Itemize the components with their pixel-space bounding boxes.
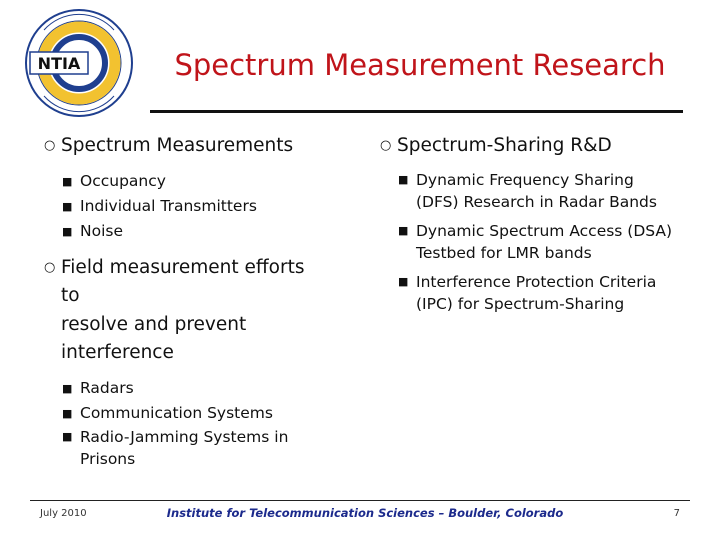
field-measurement-list — [44, 376, 344, 471]
logo-wordmark: NTIA — [37, 54, 81, 73]
square-bullet-icon: ■ — [62, 406, 73, 420]
square-bullet-icon: ■ — [62, 381, 73, 395]
list-item: ■ Communication Systems — [44, 401, 344, 426]
spectrum-measurements-list — [44, 169, 344, 244]
list-item: ■ Occupancy — [44, 169, 344, 194]
left-column — [44, 132, 344, 481]
footer-institute: Institute for Telecommunication Sciences – Boulder, Colorado — [166, 506, 564, 520]
square-bullet-icon: ■ — [62, 174, 73, 188]
page-number: 7 — [673, 508, 680, 519]
bullet-spectrum-sharing: ○ Spectrum-Sharing R&D — [380, 132, 700, 161]
spectrum-sharing-list — [380, 169, 700, 316]
list-item: ■ Noise — [44, 219, 344, 244]
list-item: ■ Dynamic Spectrum Access (DSA) Testbed for LMR bands — [398, 221, 673, 262]
square-bullet-icon: ■ — [398, 274, 409, 288]
circle-bullet-icon: ○ — [44, 259, 56, 275]
footer-divider — [30, 500, 690, 501]
list-item: ■ Interference Protection Criteria (IPC) for Spectrum-Sharing — [398, 272, 657, 313]
square-bullet-icon: ■ — [62, 429, 73, 443]
square-bullet-icon: ■ — [62, 224, 73, 238]
right-column — [380, 132, 700, 326]
circle-bullet-icon: ○ — [44, 138, 56, 153]
square-bullet-icon: ■ — [398, 172, 409, 186]
circle-bullet-icon: ○ — [380, 138, 392, 153]
footer-date: July 2010 — [40, 508, 87, 519]
square-bullet-icon: ■ — [398, 223, 409, 237]
slide-title: Spectrum Measurement Research — [174, 48, 666, 82]
ntia-logo — [24, 8, 134, 118]
bullet-spectrum-measurements: ○ Spectrum Measurements — [44, 132, 344, 161]
list-item: ■ Radio-Jamming Systems in Prisons — [62, 427, 289, 468]
list-item: ■ Individual Transmitters — [44, 194, 344, 219]
bullet-field-measurement: ○ Field measurement efforts to resolve and prevent interference — [44, 254, 344, 368]
list-item: ■ Dynamic Frequency Sharing (DFS) Research in Radar Bands — [398, 170, 657, 211]
list-item: ■ Radars — [44, 376, 344, 401]
ntia-seal-icon — [24, 8, 134, 118]
title-underline — [150, 110, 683, 113]
square-bullet-icon: ■ — [62, 199, 73, 213]
